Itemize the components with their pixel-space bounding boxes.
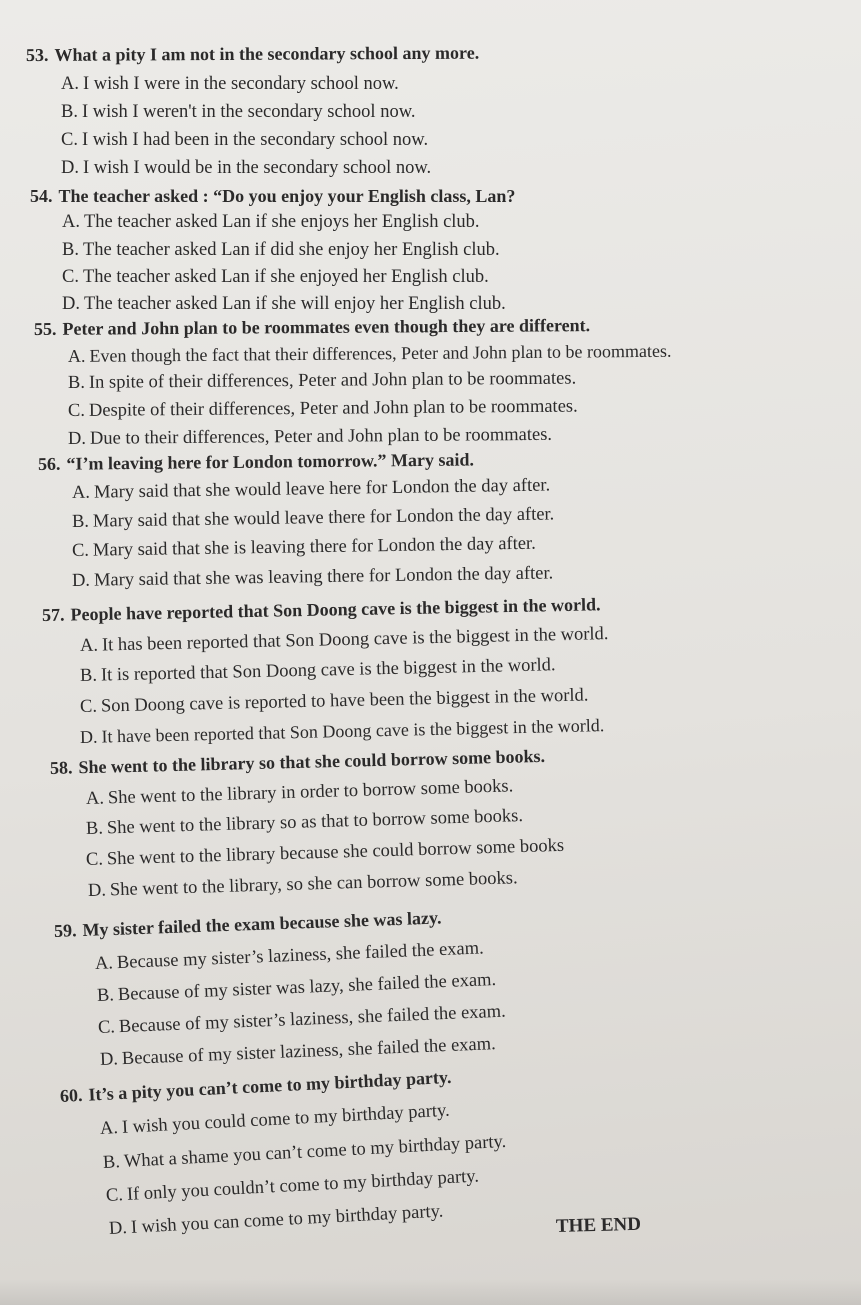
question-stem: 54. The teacher asked : “Do you enjoy your English class, Lan?: [30, 186, 516, 206]
answer-option: D. I wish I would be in the secondary school now.: [61, 158, 432, 178]
answer-option: D. Mary said that she was leaving there for London the day after.: [71, 563, 554, 591]
question-stem: 57. People have reported that Son Doong cave is the biggest in the world.: [41, 594, 601, 625]
answer-option: C. Because of my sister’s laziness, she failed the exam.: [97, 1001, 507, 1038]
answer-option: C. If only you couldn’t come to my birthday party.: [105, 1166, 480, 1206]
answer-option: A. Because my sister’s laziness, she failed the exam.: [94, 938, 485, 974]
question-stem: 55. Peter and John plan to be roommates even though they are different.: [33, 315, 591, 339]
answer-option: D. It have been reported that Son Doong cave is the biggest in the world.: [79, 715, 605, 747]
answer-option: A. I wish I were in the secondary school now.: [61, 74, 399, 94]
answer-option: D. She went to the library, so she can borrow some books.: [87, 868, 518, 901]
answer-option: A. I wish you could come to my birthday party.: [99, 1100, 451, 1139]
answer-option: C. Son Doong cave is reported to have been the biggest in the world.: [79, 685, 589, 717]
answer-option: A. Mary said that she would leave here for London the day after.: [71, 475, 551, 503]
answer-option: B. I wish I weren't in the secondary school now.: [61, 102, 416, 122]
answer-option: D. The teacher asked Lan if she will enjoy her English club.: [62, 294, 506, 314]
answer-option: C. I wish I had been in the secondary school now.: [61, 130, 429, 150]
answer-option: A. She went to the library in order to borrow some books.: [85, 776, 514, 809]
question-stem: 58. She went to the library so that she could borrow some books.: [49, 745, 546, 778]
answer-option: B. What a shame you can’t come to my birthday party.: [102, 1131, 507, 1173]
answer-option: D. I wish you can come to my birthday party.: [108, 1201, 444, 1239]
answer-option: B. The teacher asked Lan if did she enjoy her English club.: [62, 240, 500, 260]
the-end-label: THE END: [555, 1213, 642, 1237]
question-stem: 56. “I’m leaving here for London tomorrow.” Mary said.: [37, 449, 475, 474]
question-stem: 60. It’s a pity you can’t come to my birthday party.: [59, 1066, 452, 1106]
answer-option: D. Because of my sister laziness, she failed the exam.: [99, 1034, 497, 1070]
answer-option: B. She went to the library so as that to borrow some books.: [85, 806, 524, 839]
answer-option: A. The teacher asked Lan if she enjoys her English club.: [62, 212, 480, 232]
question-stem: 59. My sister failed the exam because she was lazy.: [53, 907, 442, 941]
answer-option: C. She went to the library because she could borrow some books: [85, 835, 565, 870]
answer-option: D. Due to their differences, Peter and John plan to be roommates.: [67, 424, 553, 449]
answer-option: C. The teacher asked Lan if she enjoyed her English club.: [62, 267, 489, 287]
answer-option: C. Mary said that she is leaving there for London the day after.: [71, 533, 536, 561]
answer-option: C. Despite of their differences, Peter and John plan to be roommates.: [67, 396, 578, 421]
answer-option: B. It is reported that Son Doong cave is the biggest in the world.: [79, 655, 556, 686]
page-bottom-shadow: [0, 1279, 861, 1305]
answer-option: A. Even though the fact that their differences, Peter and John plan to be roommates.: [67, 340, 672, 366]
answer-option: B. Because of my sister was lazy, she failed the exam.: [96, 969, 497, 1006]
answer-option: B. In spite of their differences, Peter and John plan to be roommates.: [67, 368, 577, 393]
answer-option: A. It has been reported that Son Doong cave is the biggest in the world.: [79, 624, 609, 656]
question-stem: 53. What a pity I am not in the secondary school any more.: [25, 42, 480, 65]
answer-option: B. Mary said that she would leave there for London the day after.: [71, 504, 555, 532]
